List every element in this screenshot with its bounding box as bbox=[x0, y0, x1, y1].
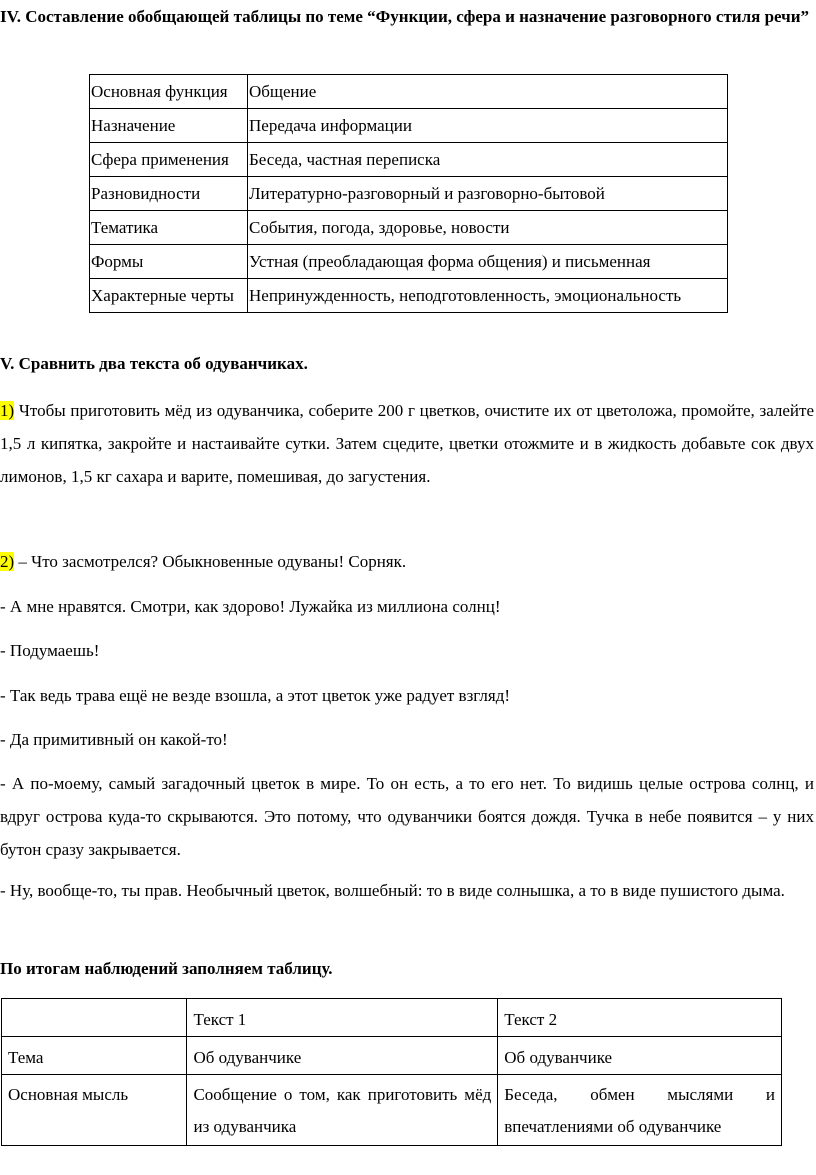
comparison-table bbox=[1, 998, 782, 1146]
table-row bbox=[90, 143, 728, 177]
table-cell-label: Основная функция bbox=[90, 75, 248, 109]
table-row bbox=[90, 245, 728, 279]
table-row bbox=[90, 109, 728, 143]
dialogue-line: - Ну, вообще-то, ты прав. Необычный цветок, волшебный: то в виде солнышка, а то в виде пушистого дыма. bbox=[0, 881, 785, 900]
table-cell-value: Общение bbox=[248, 75, 728, 109]
table-row bbox=[2, 1037, 782, 1075]
table-cell-label: Формы bbox=[90, 245, 248, 279]
table-cell-value: Непринужденность, неподготовленность, эмоциональность bbox=[248, 279, 728, 313]
table-cell: Об одуванчике bbox=[498, 1037, 782, 1075]
table-cell-label: Характерные черты bbox=[90, 279, 248, 313]
table-cell-label: Сфера применения bbox=[90, 143, 248, 177]
table-row bbox=[90, 75, 728, 109]
table-header-cell bbox=[2, 999, 187, 1037]
table-cell-value: Литературно-разговорный и разговорно-бытовой bbox=[248, 177, 728, 211]
table-header-cell: Текст 1 bbox=[187, 999, 498, 1037]
dialogue-line: - А по-моему, самый загадочный цветок в мире. То он есть, а то его нет. То видишь целые острова солнц, и вдруг острова куда-то скрываются. Это потому, что одуванчики боятся дождя. Тучка в небе появится – у них бутон сразу закрывается. bbox=[0, 774, 814, 859]
text-1-marker: 1) bbox=[0, 401, 15, 420]
dialogue-line: - Да примитивный он какой-то! bbox=[0, 730, 228, 749]
table-cell-value: Передача информации bbox=[248, 109, 728, 143]
table-cell-label: Тема bbox=[2, 1037, 187, 1075]
table-cell: Об одуванчике bbox=[187, 1037, 498, 1075]
section-5-heading: V. Сравнить два текста об одуванчиках. bbox=[0, 354, 308, 373]
table-cell: Беседа, обмен мыслями и впечатлениями об одуванчике bbox=[498, 1075, 782, 1146]
table-cell-label: Назначение bbox=[90, 109, 248, 143]
table-row bbox=[90, 177, 728, 211]
dialogue-line: - Подумаешь! bbox=[0, 641, 100, 660]
table-header-cell: Текст 2 bbox=[498, 999, 782, 1037]
text-1-paragraph bbox=[0, 394, 814, 493]
table-cell-label: Разновидности bbox=[90, 177, 248, 211]
text-2-first-line-text: – Что засмотрелся? Обыкновенные одуваны! Сорняк. bbox=[14, 552, 407, 571]
dialogue-line: - Так ведь трава ещё не везде взошла, а этот цветок уже радует взгляд! bbox=[0, 686, 511, 705]
text-2-first-line bbox=[0, 545, 814, 578]
functions-table bbox=[89, 74, 728, 313]
table-cell-label: Основная мысль bbox=[2, 1075, 187, 1146]
table-row bbox=[90, 279, 728, 313]
table-cell-value: Беседа, частная переписка bbox=[248, 143, 728, 177]
text-2-marker: 2) bbox=[0, 552, 15, 571]
table-cell: Сообщение о том, как приготовить мёд из одуванчика bbox=[187, 1075, 498, 1146]
text-1-body: Чтобы приготовить мёд из одуванчика, соберите 200 г цветков, очистите их от цветоложа, промойте, залейте 1,5 л кипятка, закройте и настаивайте сутки. Затем сцедите, цветки отожмите и в жидкость добавьте сок двух лимонов, 1,5 кг сахара и варите, помешивая, до загустения. bbox=[0, 401, 814, 486]
table-cell-value: События, погода, здоровье, новости bbox=[248, 211, 728, 245]
table-row bbox=[2, 1075, 782, 1146]
section-4-heading: IV. Составление обобщающей таблицы по теме “Функции, сфера и назначение разговорного стиля речи” bbox=[0, 7, 810, 26]
table-row bbox=[90, 211, 728, 245]
table-header-row bbox=[2, 999, 782, 1037]
dialogue-line: - А мне нравятся. Смотри, как здорово! Лужайка из миллиона солнц! bbox=[0, 597, 501, 616]
summary-heading: По итогам наблюдений заполняем таблицу. bbox=[0, 959, 333, 978]
table-cell-value: Устная (преобладающая форма общения) и письменная bbox=[248, 245, 728, 279]
table-cell-label: Тематика bbox=[90, 211, 248, 245]
